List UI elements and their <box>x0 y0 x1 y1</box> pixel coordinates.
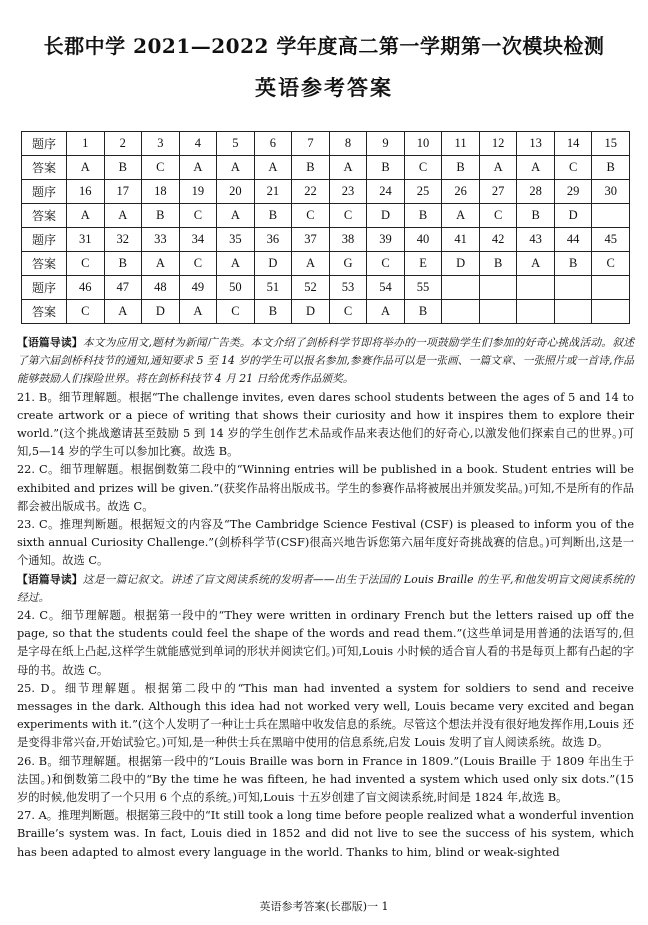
answer-cell: B <box>142 204 180 228</box>
question-number-cell: 14 <box>554 132 592 156</box>
answer-cell: A <box>104 204 142 228</box>
answer-cell: A <box>479 156 517 180</box>
question-number-cell: 40 <box>404 228 442 252</box>
answer-row <box>22 252 630 276</box>
question-number-cell: 50 <box>217 276 255 300</box>
answer-cell: D <box>254 252 292 276</box>
reading-guide-label: 【语篇导读】 <box>17 336 83 349</box>
answer-cell <box>442 300 480 324</box>
question-number-cell: 16 <box>67 180 105 204</box>
answer-cell: B <box>104 252 142 276</box>
answer-cell: C <box>292 204 330 228</box>
question-number-cell: 6 <box>254 132 292 156</box>
answer-cell <box>592 204 630 228</box>
question-number-cell: 9 <box>367 132 405 156</box>
question-number-cell <box>554 276 592 300</box>
question-number-cell: 54 <box>367 276 405 300</box>
question-number-cell <box>592 276 630 300</box>
answer-cell: A <box>67 204 105 228</box>
answer-cell: C <box>142 156 180 180</box>
question-number-cell: 43 <box>517 228 555 252</box>
answer-cell: C <box>67 300 105 324</box>
question-number-cell: 15 <box>592 132 630 156</box>
answer-cell: A <box>104 300 142 324</box>
answer-cell: B <box>292 156 330 180</box>
question-number-cell: 31 <box>67 228 105 252</box>
number-row-label: 题序 <box>22 132 67 156</box>
answer-row <box>22 156 630 180</box>
question-number-cell <box>479 276 517 300</box>
answer-row <box>22 300 630 324</box>
answer-explanation: 24. C。细节理解题。根据第一段中的“They were written in ordinary French but the letters raised up off the page, so that the students could feel the shape of the words and read them.”(这些单词是用普通的法语写的,但是字母在纸上凸起,这样学生就能感觉到单词的形状并阅读它们。)可知,Louis 小时候的适合盲人看的书是每页上都有凸起的字母的书。故选 C。 <box>17 609 634 677</box>
answer-cell: G <box>329 252 367 276</box>
question-number-row <box>22 132 630 156</box>
question-number-cell: 21 <box>254 180 292 204</box>
question-number-cell: 36 <box>254 228 292 252</box>
question-number-row <box>22 180 630 204</box>
question-number-cell: 26 <box>442 180 480 204</box>
answer-explanation: 26. B。细节理解题。根据第一段中的“Louis Braille was born in France in 1809.”(Louis Braille 于 1809 年出生于法国。)和倒数第二段中的“By the time he was fifteen, he had invented a system which used only six dots.”(15 岁的时候,他发明了一个只用 6 个点的系统。)可知,Louis 十五岁创建了盲文阅读系统,时间是 1824 年,故选 B。 <box>17 754 634 805</box>
answer-cell: A <box>517 156 555 180</box>
answer-cell: D <box>554 204 592 228</box>
question-number-cell: 7 <box>292 132 330 156</box>
answer-cell: A <box>367 300 405 324</box>
answer-cell: B <box>367 156 405 180</box>
answer-cell: B <box>254 204 292 228</box>
number-row-label: 题序 <box>22 228 67 252</box>
question-number-cell: 52 <box>292 276 330 300</box>
question-number-cell: 5 <box>217 132 255 156</box>
answer-cell: C <box>217 300 255 324</box>
question-number-cell: 48 <box>142 276 180 300</box>
question-number-cell: 46 <box>67 276 105 300</box>
question-number-cell: 35 <box>217 228 255 252</box>
answer-cell: B <box>517 204 555 228</box>
question-number-cell: 37 <box>292 228 330 252</box>
question-number-cell: 23 <box>329 180 367 204</box>
answer-cell: B <box>254 300 292 324</box>
answer-cell: A <box>442 204 480 228</box>
answer-cell: A <box>217 156 255 180</box>
answer-row-label: 答案 <box>22 252 67 276</box>
question-number-cell: 39 <box>367 228 405 252</box>
answer-cell: C <box>367 252 405 276</box>
answer-cell: A <box>67 156 105 180</box>
answer-cell: D <box>142 300 180 324</box>
question-number-cell: 17 <box>104 180 142 204</box>
question-number-cell <box>517 276 555 300</box>
answer-cell: C <box>67 252 105 276</box>
answer-row-label: 答案 <box>22 204 67 228</box>
number-row-label: 题序 <box>22 276 67 300</box>
reading-guide-paragraph <box>17 571 634 607</box>
question-number-cell: 11 <box>442 132 480 156</box>
question-number-cell: 18 <box>142 180 180 204</box>
answer-cell: B <box>104 156 142 180</box>
answer-cell: C <box>554 156 592 180</box>
question-number-cell: 33 <box>142 228 180 252</box>
answer-cell: A <box>292 252 330 276</box>
answer-cell <box>592 300 630 324</box>
question-number-cell: 32 <box>104 228 142 252</box>
question-number-cell: 30 <box>592 180 630 204</box>
answer-table <box>21 131 630 324</box>
question-number-cell: 28 <box>517 180 555 204</box>
answer-cell: E <box>404 252 442 276</box>
question-number-cell: 53 <box>329 276 367 300</box>
reading-guide-label: 【语篇导读】 <box>17 572 83 586</box>
answer-cell <box>554 300 592 324</box>
question-number-cell: 44 <box>554 228 592 252</box>
question-number-cell: 24 <box>367 180 405 204</box>
question-number-row <box>22 276 630 300</box>
question-number-cell: 8 <box>329 132 367 156</box>
answer-cell: C <box>179 204 217 228</box>
reading-guide-text: 这是一篇记叙文。讲述了盲文阅读系统的发明者——出生于法国的 Louis Braille 的生平,和他发明盲文阅读系统的经过。 <box>17 572 635 604</box>
answer-cell: C <box>179 252 217 276</box>
answer-explanation: 25. D。细节理解题。根据第二段中的“This man had invented a system for soldiers to send and receive messages in the dark. Although this idea had not worked very well, Louis became very excited and began experiments with it.”(这个人发明了一种让士兵在黑暗中收发信息的系统。尽管这个想法并没有很好地发挥作用,Louis 还是变得非常兴奋,开始试验它。)可知,是一种供士兵在黑暗中使用的信息系统,启发 Louis 发明了盲人阅读系统。故选 D。 <box>17 681 634 750</box>
answer-cell: B <box>442 156 480 180</box>
question-number-cell: 47 <box>104 276 142 300</box>
answer-cell: B <box>554 252 592 276</box>
question-number-cell: 42 <box>479 228 517 252</box>
question-number-cell: 45 <box>592 228 630 252</box>
question-number-cell: 27 <box>479 180 517 204</box>
answer-cell: C <box>329 300 367 324</box>
question-number-cell: 13 <box>517 132 555 156</box>
answer-explanation: 27. A。推理判断题。根据第三段中的“It still took a long time before people realized what a wonderful invention Braille’s system was. In fact, Louis died in 1852 and did not live to see the success of his system, which has been adapted to almost every language in the world. Thanks to him, blind or weak-sighted <box>17 809 634 859</box>
page-subtitle: 英语参考答案 <box>255 75 393 100</box>
question-number-cell: 51 <box>254 276 292 300</box>
answer-cell: A <box>217 252 255 276</box>
answer-cell: C <box>479 204 517 228</box>
question-number-cell: 3 <box>142 132 180 156</box>
question-number-cell: 12 <box>479 132 517 156</box>
question-number-cell: 20 <box>217 180 255 204</box>
answer-cell: A <box>217 204 255 228</box>
answer-cell: D <box>442 252 480 276</box>
answer-explanation: 22. C。细节理解题。根据倒数第二段中的“Winning entries will be published in a book. Student entries will be exhibited and prizes will be given.”(获奖作品将出版成书。学生的参赛作品将被展出并颁发奖品。)可知,不是所有的作品都会被出版成书。故选 C。 <box>17 463 634 513</box>
answer-cell: A <box>142 252 180 276</box>
answer-cell: A <box>517 252 555 276</box>
answer-cell: B <box>404 204 442 228</box>
question-number-cell <box>442 276 480 300</box>
reading-guide-paragraph <box>17 334 634 389</box>
question-number-cell: 19 <box>179 180 217 204</box>
question-number-cell: 2 <box>104 132 142 156</box>
question-number-cell: 10 <box>404 132 442 156</box>
question-number-cell: 4 <box>179 132 217 156</box>
answer-explanation: 21. B。细节理解题。根据“The challenge invites, even dares school students between the ages of 5 and 14 to create artwork or a piece of writing that shows their curiosity and how it inspires them to explore their world.”(这个挑战邀请甚至鼓励 5 到 14 岁的学生创作艺术品或作品来表达他们的好奇心,以激发他们探索自己的世界。)可知,5—14 岁的学生可以参加比赛。故选 B。 <box>17 390 634 459</box>
answer-cell: A <box>254 156 292 180</box>
answer-cell: D <box>292 300 330 324</box>
answer-cell: B <box>592 156 630 180</box>
answer-cell: A <box>329 156 367 180</box>
number-row-label: 题序 <box>22 180 67 204</box>
question-number-cell: 29 <box>554 180 592 204</box>
answer-cell: B <box>404 300 442 324</box>
question-number-cell: 38 <box>329 228 367 252</box>
reading-guide-text: 本文为应用文,题材为新闻广告类。本文介绍了剑桥科学节即将举办的一项鼓励学生们参加的好奇心挑战活动。叙述了第六届剑桥科技节的通知,通知要求 5 至 14 岁的学生可以报名参加,参赛作品可以是一张画、一篇文章、一张照片或一首诗,作品能够鼓励人们探险世界。将在剑桥科技节 4 月 21 日给优秀作品颁奖。 <box>17 336 635 386</box>
explanation-text <box>17 334 634 862</box>
answer-cell: C <box>592 252 630 276</box>
question-number-cell: 34 <box>179 228 217 252</box>
answer-cell: C <box>404 156 442 180</box>
answer-explanation: 23. C。推理判断题。根据短文的内容及“The Cambridge Science Festival (CSF) is pleased to inform you of the sixth annual Curiosity Challenge.”(剑桥科学节(CSF)很高兴地告诉您第六届年度好奇挑战赛的信息。)可判断出,这是一个通知。故选 C。 <box>17 518 634 568</box>
question-number-cell: 22 <box>292 180 330 204</box>
answer-cell <box>479 300 517 324</box>
answer-cell: B <box>479 252 517 276</box>
answer-cell: C <box>329 204 367 228</box>
answer-row-label: 答案 <box>22 300 67 324</box>
answer-cell: A <box>179 156 217 180</box>
answer-row-label: 答案 <box>22 156 67 180</box>
question-number-cell: 55 <box>404 276 442 300</box>
question-number-row <box>22 228 630 252</box>
question-number-cell: 49 <box>179 276 217 300</box>
answer-cell: A <box>179 300 217 324</box>
question-number-cell: 25 <box>404 180 442 204</box>
question-number-cell: 41 <box>442 228 480 252</box>
answer-cell <box>517 300 555 324</box>
answer-row <box>22 204 630 228</box>
answer-cell: D <box>367 204 405 228</box>
page-title: 长郡中学 2021—2022 学年度高二第一学期第一次模块检测 <box>43 34 605 58</box>
page-footer: 英语参考答案(长郡版)一 1 <box>259 900 389 913</box>
question-number-cell: 1 <box>67 132 105 156</box>
